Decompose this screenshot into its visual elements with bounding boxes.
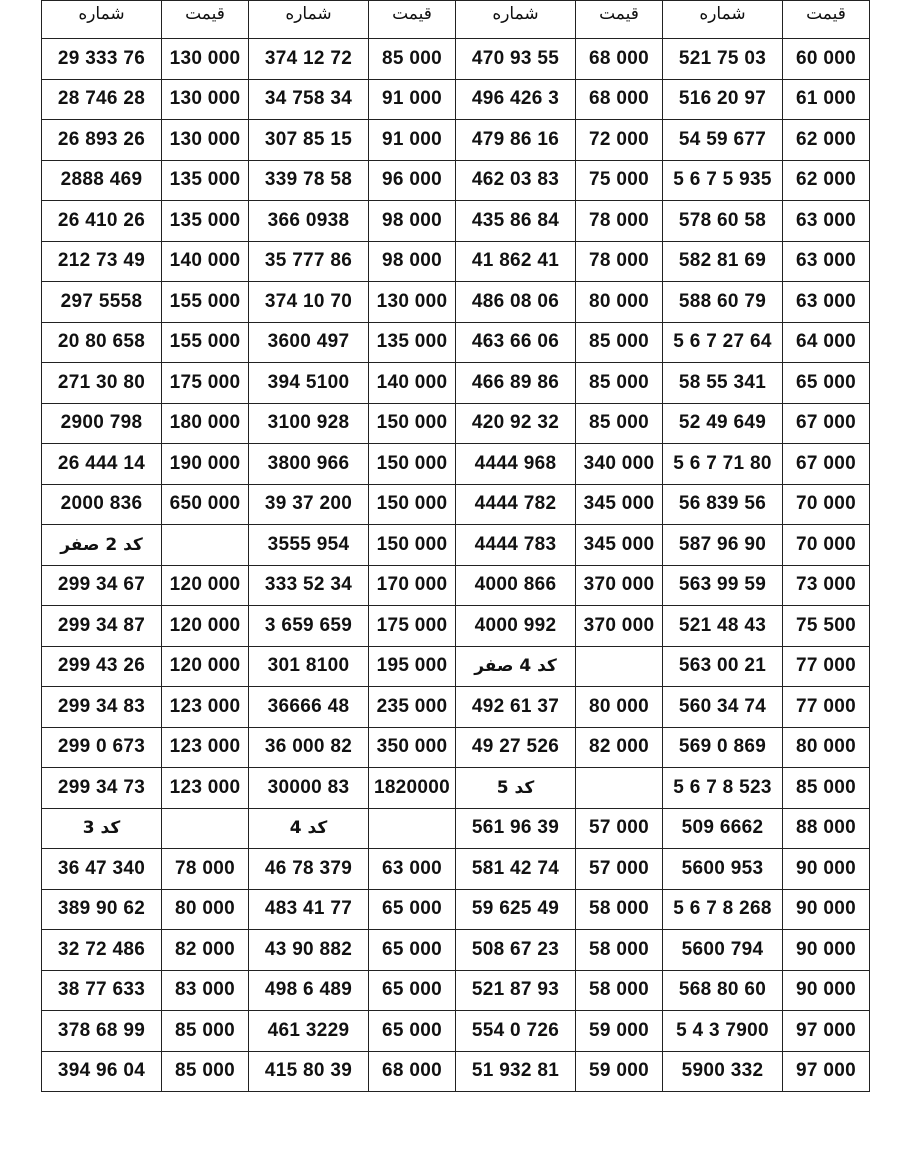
number-cell: 36 000 82 — [249, 727, 369, 768]
price-cell: 58 000 — [576, 930, 663, 971]
price-cell: 123 000 — [162, 768, 249, 809]
number-cell: 483 41 77 — [249, 889, 369, 930]
number-cell: 470 93 55 — [456, 39, 576, 80]
price-cell: 77 000 — [783, 687, 870, 728]
price-cell: 80 000 — [162, 889, 249, 930]
price-cell: 123 000 — [162, 727, 249, 768]
number-cell: 587 96 90 — [663, 525, 783, 566]
number-cell: 394 5100 — [249, 363, 369, 404]
price-cell: 130 000 — [369, 282, 456, 323]
number-cell: 582 81 69 — [663, 241, 783, 282]
header-number: شماره — [42, 1, 162, 39]
table-row — [42, 606, 870, 647]
number-cell: 299 0 673 — [42, 727, 162, 768]
table-row — [42, 525, 870, 566]
header-number: شماره — [663, 1, 783, 39]
number-cell: 378 68 99 — [42, 1011, 162, 1052]
price-cell: 78 000 — [576, 201, 663, 242]
price-cell: 235 000 — [369, 687, 456, 728]
table-row — [42, 970, 870, 1011]
number-cell: 35 777 86 — [249, 241, 369, 282]
price-cell: 175 000 — [162, 363, 249, 404]
price-cell: 85 000 — [162, 1051, 249, 1092]
number-cell: 3100 928 — [249, 403, 369, 444]
number-cell: 498 6 489 — [249, 970, 369, 1011]
price-cell: 65 000 — [369, 930, 456, 971]
number-cell: 463 66 06 — [456, 322, 576, 363]
number-cell: 5 6 7 71 80 — [663, 444, 783, 485]
price-cell: 78 000 — [576, 241, 663, 282]
price-cell: 58 000 — [576, 889, 663, 930]
number-cell: 509 6662 — [663, 808, 783, 849]
price-cell: 65 000 — [369, 1011, 456, 1052]
price-cell: 70 000 — [783, 484, 870, 525]
number-cell: 307 85 15 — [249, 120, 369, 161]
price-cell: 62 000 — [783, 120, 870, 161]
number-cell: 374 10 70 — [249, 282, 369, 323]
number-cell: 20 80 658 — [42, 322, 162, 363]
price-cell: 73 000 — [783, 565, 870, 606]
table-row — [42, 484, 870, 525]
phone-number-price-table — [41, 0, 870, 1092]
price-cell: 80 000 — [576, 687, 663, 728]
number-cell: 58 55 341 — [663, 363, 783, 404]
table-row — [42, 282, 870, 323]
number-cell: 26 410 26 — [42, 201, 162, 242]
number-cell: 568 80 60 — [663, 970, 783, 1011]
number-cell: 34 758 34 — [249, 79, 369, 120]
number-cell: 30000 83 — [249, 768, 369, 809]
number-cell: 2900 798 — [42, 403, 162, 444]
number-cell: 52 49 649 — [663, 403, 783, 444]
number-cell: 5600 794 — [663, 930, 783, 971]
number-cell: 299 43 26 — [42, 646, 162, 687]
price-cell: 90 000 — [783, 849, 870, 890]
price-cell: 85 000 — [576, 322, 663, 363]
table-row — [42, 79, 870, 120]
table-row — [42, 1051, 870, 1092]
number-cell: 3600 497 — [249, 322, 369, 363]
price-cell: 82 000 — [576, 727, 663, 768]
number-cell: 29 333 76 — [42, 39, 162, 80]
price-cell: 90 000 — [783, 970, 870, 1011]
price-cell: 77 000 — [783, 646, 870, 687]
number-cell: 516 20 97 — [663, 79, 783, 120]
price-cell — [576, 768, 663, 809]
price-cell: 65 000 — [369, 889, 456, 930]
price-cell: 150 000 — [369, 444, 456, 485]
table-row — [42, 1011, 870, 1052]
number-cell: 492 61 37 — [456, 687, 576, 728]
price-cell: 130 000 — [162, 79, 249, 120]
number-cell: 43 90 882 — [249, 930, 369, 971]
price-cell: 340 000 — [576, 444, 663, 485]
price-cell: 150 000 — [369, 525, 456, 566]
table-row — [42, 930, 870, 971]
number-cell: کد 3 — [42, 808, 162, 849]
price-cell: 120 000 — [162, 606, 249, 647]
price-cell: 155 000 — [162, 322, 249, 363]
number-cell: 462 03 83 — [456, 160, 576, 201]
number-cell: کد 4 صفر — [456, 646, 576, 687]
number-cell: 36 47 340 — [42, 849, 162, 890]
price-cell: 170 000 — [369, 565, 456, 606]
number-cell: 299 34 67 — [42, 565, 162, 606]
number-cell: 4444 782 — [456, 484, 576, 525]
price-cell: 75 000 — [576, 160, 663, 201]
price-cell: 175 000 — [369, 606, 456, 647]
number-cell: 5900 332 — [663, 1051, 783, 1092]
number-cell: 299 34 83 — [42, 687, 162, 728]
number-cell: 415 80 39 — [249, 1051, 369, 1092]
price-cell: 85 000 — [369, 39, 456, 80]
number-cell: 3 659 659 — [249, 606, 369, 647]
number-cell: 26 893 26 — [42, 120, 162, 161]
table-row — [42, 241, 870, 282]
price-cell: 98 000 — [369, 201, 456, 242]
price-cell: 155 000 — [162, 282, 249, 323]
number-cell: 5600 953 — [663, 849, 783, 890]
number-cell: 569 0 869 — [663, 727, 783, 768]
number-cell: 2888 469 — [42, 160, 162, 201]
number-cell: 5 6 7 8 268 — [663, 889, 783, 930]
number-cell: 5 6 7 5 935 — [663, 160, 783, 201]
price-cell: 650 000 — [162, 484, 249, 525]
table-row — [42, 160, 870, 201]
price-cell: 135 000 — [162, 160, 249, 201]
number-cell: 4444 968 — [456, 444, 576, 485]
number-cell: 389 90 62 — [42, 889, 162, 930]
number-cell: 5 6 7 8 523 — [663, 768, 783, 809]
number-cell: 26 444 14 — [42, 444, 162, 485]
number-cell: 339 78 58 — [249, 160, 369, 201]
number-cell: 394 96 04 — [42, 1051, 162, 1092]
price-cell: 130 000 — [162, 39, 249, 80]
number-cell: 561 96 39 — [456, 808, 576, 849]
number-cell: 54 59 677 — [663, 120, 783, 161]
number-cell: 588 60 79 — [663, 282, 783, 323]
price-cell: 85 000 — [162, 1011, 249, 1052]
table-row — [42, 444, 870, 485]
price-cell: 370 000 — [576, 565, 663, 606]
price-cell: 350 000 — [369, 727, 456, 768]
table-header-row — [42, 1, 870, 39]
price-cell: 345 000 — [576, 484, 663, 525]
number-cell: 297 5558 — [42, 282, 162, 323]
price-cell: 85 000 — [576, 363, 663, 404]
number-cell: 299 34 73 — [42, 768, 162, 809]
price-cell: 120 000 — [162, 565, 249, 606]
price-cell: 85 000 — [783, 768, 870, 809]
number-cell: 2000 836 — [42, 484, 162, 525]
price-cell: 83 000 — [162, 970, 249, 1011]
price-cell: 82 000 — [162, 930, 249, 971]
price-cell: 96 000 — [369, 160, 456, 201]
number-cell: 366 0938 — [249, 201, 369, 242]
number-cell: 563 99 59 — [663, 565, 783, 606]
table-row — [42, 565, 870, 606]
number-cell: 3800 966 — [249, 444, 369, 485]
price-cell: 98 000 — [369, 241, 456, 282]
number-cell: 5 6 7 27 64 — [663, 322, 783, 363]
number-cell: 420 92 32 — [456, 403, 576, 444]
number-cell: 508 67 23 — [456, 930, 576, 971]
number-cell: 36666 48 — [249, 687, 369, 728]
number-cell: 28 746 28 — [42, 79, 162, 120]
price-cell: 63 000 — [783, 201, 870, 242]
number-cell: 521 48 43 — [663, 606, 783, 647]
number-cell: 479 86 16 — [456, 120, 576, 161]
number-cell: 581 42 74 — [456, 849, 576, 890]
number-cell: 212 73 49 — [42, 241, 162, 282]
price-cell: 64 000 — [783, 322, 870, 363]
number-cell: 374 12 72 — [249, 39, 369, 80]
table-row — [42, 768, 870, 809]
price-cell: 140 000 — [162, 241, 249, 282]
header-price: قیمت — [576, 1, 663, 39]
price-cell: 65 000 — [369, 970, 456, 1011]
price-cell — [162, 808, 249, 849]
price-cell: 78 000 — [162, 849, 249, 890]
price-cell: 59 000 — [576, 1011, 663, 1052]
price-cell: 135 000 — [162, 201, 249, 242]
number-cell: 554 0 726 — [456, 1011, 576, 1052]
price-cell: 135 000 — [369, 322, 456, 363]
number-cell: 271 30 80 — [42, 363, 162, 404]
header-price: قیمت — [783, 1, 870, 39]
price-cell: 88 000 — [783, 808, 870, 849]
price-cell — [576, 646, 663, 687]
header-price: قیمت — [162, 1, 249, 39]
price-cell: 195 000 — [369, 646, 456, 687]
table-row — [42, 120, 870, 161]
price-cell: 60 000 — [783, 39, 870, 80]
price-cell: 90 000 — [783, 930, 870, 971]
price-cell: 75 500 — [783, 606, 870, 647]
price-cell: 345 000 — [576, 525, 663, 566]
number-cell: 4000 866 — [456, 565, 576, 606]
price-cell: 80 000 — [783, 727, 870, 768]
price-cell: 63 000 — [783, 241, 870, 282]
number-cell: 32 72 486 — [42, 930, 162, 971]
price-cell: 68 000 — [576, 79, 663, 120]
number-cell: کد 4 — [249, 808, 369, 849]
number-cell: 51 932 81 — [456, 1051, 576, 1092]
number-cell: 5 4 3 7900 — [663, 1011, 783, 1052]
number-cell: کد 5 — [456, 768, 576, 809]
number-cell: 59 625 49 — [456, 889, 576, 930]
number-cell: 466 89 86 — [456, 363, 576, 404]
price-cell: 97 000 — [783, 1011, 870, 1052]
price-cell: 68 000 — [576, 39, 663, 80]
price-cell: 85 000 — [576, 403, 663, 444]
price-cell: 72 000 — [576, 120, 663, 161]
price-cell: 57 000 — [576, 808, 663, 849]
price-cell: 150 000 — [369, 484, 456, 525]
price-cell — [369, 808, 456, 849]
number-cell: 299 34 87 — [42, 606, 162, 647]
table-row — [42, 687, 870, 728]
price-cell: 65 000 — [783, 363, 870, 404]
number-cell: 578 60 58 — [663, 201, 783, 242]
price-cell: 130 000 — [162, 120, 249, 161]
price-cell: 61 000 — [783, 79, 870, 120]
table-body — [42, 39, 870, 1092]
price-cell: 80 000 — [576, 282, 663, 323]
table-row — [42, 322, 870, 363]
header-price: قیمت — [369, 1, 456, 39]
price-cell: 91 000 — [369, 79, 456, 120]
price-cell: 97 000 — [783, 1051, 870, 1092]
number-cell: 563 00 21 — [663, 646, 783, 687]
price-cell: 150 000 — [369, 403, 456, 444]
number-cell: 560 34 74 — [663, 687, 783, 728]
header-number: شماره — [456, 1, 576, 39]
table-row — [42, 363, 870, 404]
number-cell: 461 3229 — [249, 1011, 369, 1052]
number-cell: 46 78 379 — [249, 849, 369, 890]
price-cell: 63 000 — [783, 282, 870, 323]
table-row — [42, 727, 870, 768]
price-cell: 91 000 — [369, 120, 456, 161]
number-cell: 4444 783 — [456, 525, 576, 566]
table-row — [42, 403, 870, 444]
number-cell: 49 27 526 — [456, 727, 576, 768]
price-cell: 370 000 — [576, 606, 663, 647]
table-row — [42, 889, 870, 930]
price-cell: 1820000 — [369, 768, 456, 809]
number-cell: 521 87 93 — [456, 970, 576, 1011]
number-cell: 301 8100 — [249, 646, 369, 687]
number-cell: 39 37 200 — [249, 484, 369, 525]
number-cell: 333 52 34 — [249, 565, 369, 606]
price-cell: 67 000 — [783, 403, 870, 444]
number-cell: کد 2 صفر — [42, 525, 162, 566]
price-cell: 140 000 — [369, 363, 456, 404]
number-cell: 4000 992 — [456, 606, 576, 647]
price-cell: 58 000 — [576, 970, 663, 1011]
table-row — [42, 808, 870, 849]
price-cell: 120 000 — [162, 646, 249, 687]
price-cell — [162, 525, 249, 566]
table-row — [42, 849, 870, 890]
number-cell: 56 839 56 — [663, 484, 783, 525]
table-row — [42, 646, 870, 687]
price-cell: 70 000 — [783, 525, 870, 566]
price-cell: 67 000 — [783, 444, 870, 485]
number-cell: 38 77 633 — [42, 970, 162, 1011]
number-cell: 3555 954 — [249, 525, 369, 566]
table-row — [42, 39, 870, 80]
number-cell: 486 08 06 — [456, 282, 576, 323]
price-cell: 90 000 — [783, 889, 870, 930]
number-cell: 435 86 84 — [456, 201, 576, 242]
price-cell: 180 000 — [162, 403, 249, 444]
price-cell: 62 000 — [783, 160, 870, 201]
header-number: شماره — [249, 1, 369, 39]
price-cell: 123 000 — [162, 687, 249, 728]
number-cell: 41 862 41 — [456, 241, 576, 282]
price-cell: 68 000 — [369, 1051, 456, 1092]
price-cell: 57 000 — [576, 849, 663, 890]
table-row — [42, 201, 870, 242]
number-cell: 496 426 3 — [456, 79, 576, 120]
price-cell: 63 000 — [369, 849, 456, 890]
number-cell: 521 75 03 — [663, 39, 783, 80]
price-cell: 59 000 — [576, 1051, 663, 1092]
price-cell: 190 000 — [162, 444, 249, 485]
